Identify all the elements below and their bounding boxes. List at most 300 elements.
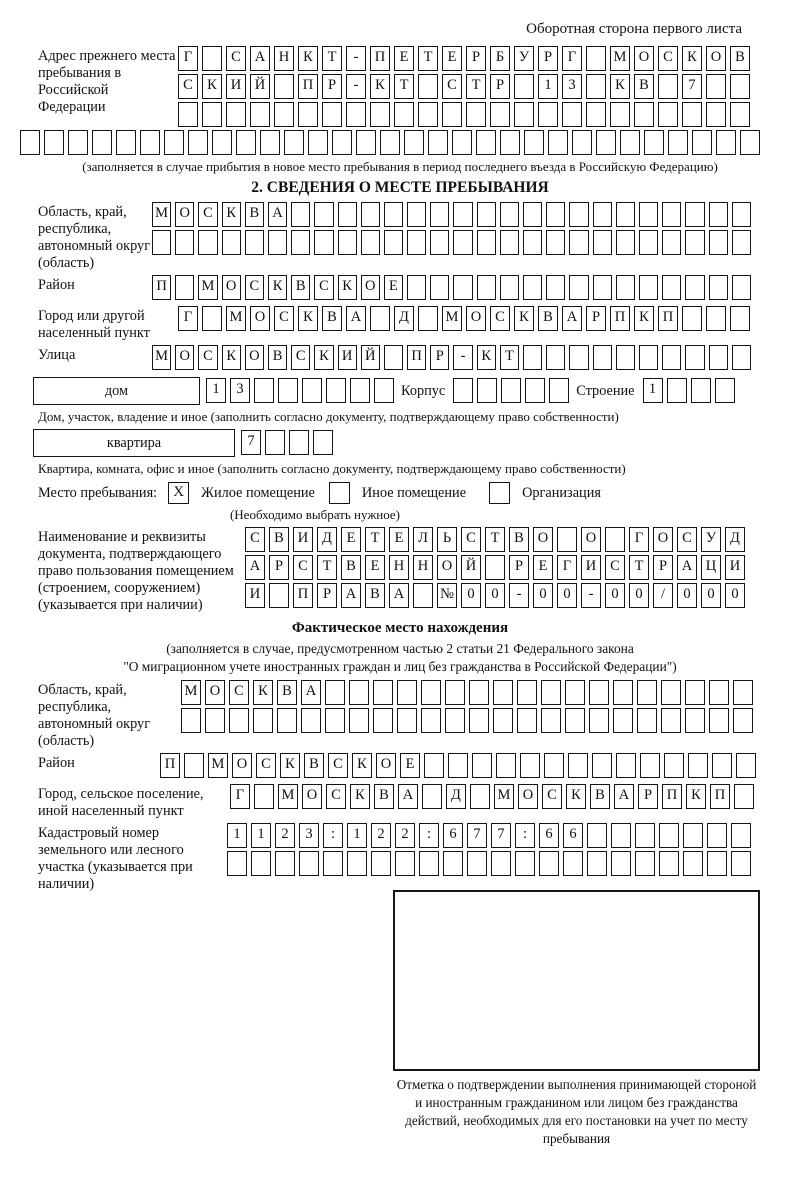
- char-cell[interactable]: [175, 230, 194, 255]
- char-cell[interactable]: [639, 230, 658, 255]
- char-cell[interactable]: К: [370, 74, 390, 99]
- char-cell[interactable]: П: [293, 583, 313, 608]
- char-cell[interactable]: [92, 130, 112, 155]
- char-cell[interactable]: [709, 202, 728, 227]
- char-cell[interactable]: [569, 275, 588, 300]
- char-cell[interactable]: [685, 275, 704, 300]
- char-cell[interactable]: К: [566, 784, 586, 809]
- char-cell[interactable]: С: [461, 527, 481, 552]
- char-cell[interactable]: [361, 202, 380, 227]
- char-cell[interactable]: [523, 230, 542, 255]
- char-cell[interactable]: №: [437, 583, 457, 608]
- char-cell[interactable]: [370, 102, 390, 127]
- char-cell[interactable]: П: [160, 753, 180, 778]
- char-cell[interactable]: Т: [418, 46, 438, 71]
- char-cell[interactable]: /: [653, 583, 673, 608]
- char-cell[interactable]: С: [226, 46, 246, 71]
- char-cell[interactable]: [44, 130, 64, 155]
- char-cell[interactable]: [116, 130, 136, 155]
- char-cell[interactable]: [424, 753, 444, 778]
- char-cell[interactable]: К: [514, 306, 534, 331]
- char-cell[interactable]: [732, 275, 751, 300]
- char-cell[interactable]: Й: [250, 74, 270, 99]
- char-cell[interactable]: П: [710, 784, 730, 809]
- char-cell[interactable]: [346, 102, 366, 127]
- char-cell[interactable]: Д: [317, 527, 337, 552]
- char-cell[interactable]: [407, 275, 426, 300]
- char-cell[interactable]: О: [518, 784, 538, 809]
- char-cell[interactable]: [356, 130, 376, 155]
- char-cell[interactable]: [380, 130, 400, 155]
- char-cell[interactable]: С: [490, 306, 510, 331]
- char-cell[interactable]: [448, 753, 468, 778]
- char-cell[interactable]: К: [298, 306, 318, 331]
- char-cell[interactable]: [593, 230, 612, 255]
- char-cell[interactable]: :: [515, 823, 535, 848]
- char-cell[interactable]: [593, 202, 612, 227]
- char-cell[interactable]: О: [222, 275, 241, 300]
- char-cell[interactable]: О: [245, 345, 264, 370]
- char-cell[interactable]: И: [338, 345, 357, 370]
- char-cell[interactable]: [299, 851, 319, 876]
- char-cell[interactable]: В: [538, 306, 558, 331]
- char-cell[interactable]: -: [581, 583, 601, 608]
- char-cell[interactable]: Д: [446, 784, 466, 809]
- char-cell[interactable]: 1: [227, 823, 247, 848]
- char-cell[interactable]: [523, 202, 542, 227]
- char-cell[interactable]: О: [175, 202, 194, 227]
- char-cell[interactable]: [275, 851, 295, 876]
- char-cell[interactable]: [291, 230, 310, 255]
- char-cell[interactable]: Р: [653, 555, 673, 580]
- char-cell[interactable]: [226, 102, 246, 127]
- char-cell[interactable]: С: [245, 275, 264, 300]
- char-cell[interactable]: [269, 583, 289, 608]
- char-cell[interactable]: [314, 202, 333, 227]
- char-cell[interactable]: [188, 130, 208, 155]
- char-cell[interactable]: [384, 345, 403, 370]
- char-cell[interactable]: Е: [442, 46, 462, 71]
- char-cell[interactable]: С: [245, 527, 265, 552]
- char-cell[interactable]: Т: [500, 345, 519, 370]
- char-cell[interactable]: [325, 680, 345, 705]
- char-cell[interactable]: М: [208, 753, 228, 778]
- char-cell[interactable]: К: [202, 74, 222, 99]
- char-cell[interactable]: [298, 102, 318, 127]
- char-cell[interactable]: [517, 708, 537, 733]
- char-cell[interactable]: [685, 345, 704, 370]
- char-cell[interactable]: [202, 46, 222, 71]
- char-cell[interactable]: 0: [677, 583, 697, 608]
- char-cell[interactable]: [640, 753, 660, 778]
- char-cell[interactable]: [730, 74, 750, 99]
- char-cell[interactable]: [592, 753, 612, 778]
- char-cell[interactable]: [421, 680, 441, 705]
- char-cell[interactable]: Р: [538, 46, 558, 71]
- char-cell[interactable]: 2: [371, 823, 391, 848]
- char-cell[interactable]: В: [341, 555, 361, 580]
- char-cell[interactable]: [563, 851, 583, 876]
- char-cell[interactable]: П: [407, 345, 426, 370]
- char-cell[interactable]: 0: [629, 583, 649, 608]
- char-cell[interactable]: [730, 102, 750, 127]
- char-cell[interactable]: К: [298, 46, 318, 71]
- char-cell[interactable]: [254, 378, 274, 403]
- char-cell[interactable]: [523, 345, 542, 370]
- char-cell[interactable]: [610, 102, 630, 127]
- char-cell[interactable]: Л: [413, 527, 433, 552]
- char-cell[interactable]: П: [298, 74, 318, 99]
- char-cell[interactable]: [274, 102, 294, 127]
- char-cell[interactable]: [500, 230, 519, 255]
- char-cell[interactable]: -: [346, 74, 366, 99]
- char-cell[interactable]: [685, 230, 704, 255]
- char-cell[interactable]: [397, 708, 417, 733]
- char-cell[interactable]: [164, 130, 184, 155]
- char-cell[interactable]: [616, 275, 635, 300]
- char-cell[interactable]: Е: [394, 46, 414, 71]
- char-cell[interactable]: Г: [562, 46, 582, 71]
- char-cell[interactable]: [453, 275, 472, 300]
- char-cell[interactable]: К: [352, 753, 372, 778]
- char-cell[interactable]: [469, 708, 489, 733]
- char-cell[interactable]: [593, 275, 612, 300]
- char-cell[interactable]: [184, 753, 204, 778]
- char-cell[interactable]: О: [706, 46, 726, 71]
- char-cell[interactable]: [620, 130, 640, 155]
- char-cell[interactable]: [268, 230, 287, 255]
- char-cell[interactable]: [491, 851, 511, 876]
- char-cell[interactable]: [731, 823, 751, 848]
- char-cell[interactable]: [323, 851, 343, 876]
- char-cell[interactable]: Р: [269, 555, 289, 580]
- char-cell[interactable]: Т: [365, 527, 385, 552]
- char-cell[interactable]: [430, 202, 449, 227]
- char-cell[interactable]: [202, 306, 222, 331]
- char-cell[interactable]: Й: [361, 345, 380, 370]
- char-cell[interactable]: [709, 708, 729, 733]
- char-cell[interactable]: [278, 378, 298, 403]
- char-cell[interactable]: [250, 102, 270, 127]
- char-cell[interactable]: [709, 680, 729, 705]
- char-cell[interactable]: [637, 680, 657, 705]
- char-cell[interactable]: С: [229, 680, 249, 705]
- char-cell[interactable]: [514, 102, 534, 127]
- char-cell[interactable]: О: [232, 753, 252, 778]
- char-cell[interactable]: [371, 851, 391, 876]
- char-cell[interactable]: Г: [557, 555, 577, 580]
- char-cell[interactable]: [445, 680, 465, 705]
- char-cell[interactable]: [265, 430, 285, 455]
- char-cell[interactable]: М: [198, 275, 217, 300]
- char-cell[interactable]: 7: [491, 823, 511, 848]
- char-cell[interactable]: А: [614, 784, 634, 809]
- char-cell[interactable]: [586, 46, 606, 71]
- char-cell[interactable]: [662, 202, 681, 227]
- char-cell[interactable]: [565, 680, 585, 705]
- char-cell[interactable]: [733, 708, 753, 733]
- char-cell[interactable]: [546, 345, 565, 370]
- char-cell[interactable]: [407, 230, 426, 255]
- char-cell[interactable]: 0: [485, 583, 505, 608]
- char-cell[interactable]: [572, 130, 592, 155]
- char-cell[interactable]: К: [280, 753, 300, 778]
- char-cell[interactable]: [236, 130, 256, 155]
- char-cell[interactable]: 0: [557, 583, 577, 608]
- char-cell[interactable]: [202, 102, 222, 127]
- char-cell[interactable]: [549, 378, 569, 403]
- char-cell[interactable]: [605, 527, 625, 552]
- char-cell[interactable]: Е: [389, 527, 409, 552]
- char-cell[interactable]: -: [346, 46, 366, 71]
- char-cell[interactable]: [616, 230, 635, 255]
- char-cell[interactable]: В: [374, 784, 394, 809]
- char-cell[interactable]: [541, 680, 561, 705]
- char-cell[interactable]: К: [686, 784, 706, 809]
- char-cell[interactable]: :: [323, 823, 343, 848]
- char-cell[interactable]: [452, 130, 472, 155]
- char-cell[interactable]: [68, 130, 88, 155]
- char-cell[interactable]: [291, 202, 310, 227]
- char-cell[interactable]: Т: [466, 74, 486, 99]
- char-cell[interactable]: 1: [251, 823, 271, 848]
- char-cell[interactable]: [587, 823, 607, 848]
- char-cell[interactable]: [338, 202, 357, 227]
- char-cell[interactable]: Р: [638, 784, 658, 809]
- char-cell[interactable]: И: [725, 555, 745, 580]
- char-cell[interactable]: [477, 202, 496, 227]
- char-cell[interactable]: Р: [490, 74, 510, 99]
- char-cell[interactable]: [370, 306, 390, 331]
- char-cell[interactable]: :: [419, 823, 439, 848]
- char-cell[interactable]: П: [370, 46, 390, 71]
- char-cell[interactable]: А: [346, 306, 366, 331]
- char-cell[interactable]: Т: [394, 74, 414, 99]
- char-cell[interactable]: [175, 275, 194, 300]
- char-cell[interactable]: 3: [299, 823, 319, 848]
- char-cell[interactable]: С: [293, 555, 313, 580]
- char-cell[interactable]: А: [341, 583, 361, 608]
- char-cell[interactable]: [715, 378, 735, 403]
- char-cell[interactable]: О: [437, 555, 457, 580]
- char-cell[interactable]: [332, 130, 352, 155]
- char-cell[interactable]: [260, 130, 280, 155]
- char-cell[interactable]: С: [542, 784, 562, 809]
- char-cell[interactable]: [524, 130, 544, 155]
- char-cell[interactable]: Ь: [437, 527, 457, 552]
- char-cell[interactable]: [404, 130, 424, 155]
- char-cell[interactable]: [349, 680, 369, 705]
- char-cell[interactable]: [361, 230, 380, 255]
- checkbox-organization[interactable]: [489, 482, 510, 504]
- char-cell[interactable]: [467, 851, 487, 876]
- char-cell[interactable]: [517, 680, 537, 705]
- char-cell[interactable]: К: [314, 345, 333, 370]
- char-cell[interactable]: О: [361, 275, 380, 300]
- char-cell[interactable]: [325, 708, 345, 733]
- char-cell[interactable]: И: [293, 527, 313, 552]
- char-cell[interactable]: Р: [586, 306, 606, 331]
- char-cell[interactable]: [152, 230, 171, 255]
- char-cell[interactable]: А: [268, 202, 287, 227]
- char-cell[interactable]: [706, 74, 726, 99]
- char-cell[interactable]: [205, 708, 225, 733]
- char-cell[interactable]: [313, 430, 333, 455]
- char-cell[interactable]: С: [291, 345, 310, 370]
- char-cell[interactable]: С: [328, 753, 348, 778]
- char-cell[interactable]: [407, 202, 426, 227]
- char-cell[interactable]: О: [466, 306, 486, 331]
- char-cell[interactable]: [477, 378, 497, 403]
- char-cell[interactable]: [539, 851, 559, 876]
- char-cell[interactable]: [667, 378, 687, 403]
- char-cell[interactable]: С: [274, 306, 294, 331]
- char-cell[interactable]: [181, 708, 201, 733]
- char-cell[interactable]: [589, 680, 609, 705]
- char-cell[interactable]: [546, 202, 565, 227]
- char-cell[interactable]: [493, 708, 513, 733]
- char-cell[interactable]: Д: [725, 527, 745, 552]
- char-cell[interactable]: [593, 345, 612, 370]
- char-cell[interactable]: [557, 527, 577, 552]
- char-cell[interactable]: Р: [322, 74, 342, 99]
- char-cell[interactable]: [596, 130, 616, 155]
- char-cell[interactable]: [374, 378, 394, 403]
- char-cell[interactable]: [659, 851, 679, 876]
- char-cell[interactable]: -: [509, 583, 529, 608]
- char-cell[interactable]: [664, 753, 684, 778]
- char-cell[interactable]: [661, 680, 681, 705]
- char-cell[interactable]: [562, 102, 582, 127]
- house-field-box[interactable]: дом: [33, 377, 200, 405]
- char-cell[interactable]: Н: [413, 555, 433, 580]
- char-cell[interactable]: [662, 275, 681, 300]
- char-cell[interactable]: Н: [389, 555, 409, 580]
- char-cell[interactable]: [418, 102, 438, 127]
- char-cell[interactable]: К: [253, 680, 273, 705]
- char-cell[interactable]: Г: [629, 527, 649, 552]
- char-cell[interactable]: [716, 130, 736, 155]
- char-cell[interactable]: [500, 202, 519, 227]
- char-cell[interactable]: [732, 202, 751, 227]
- char-cell[interactable]: [661, 708, 681, 733]
- char-cell[interactable]: [477, 275, 496, 300]
- char-cell[interactable]: М: [610, 46, 630, 71]
- char-cell[interactable]: [611, 823, 631, 848]
- char-cell[interactable]: Т: [322, 46, 342, 71]
- char-cell[interactable]: [707, 823, 727, 848]
- char-cell[interactable]: [314, 230, 333, 255]
- char-cell[interactable]: К: [350, 784, 370, 809]
- checkbox-residential[interactable]: X: [168, 482, 189, 504]
- char-cell[interactable]: К: [477, 345, 496, 370]
- char-cell[interactable]: М: [152, 345, 171, 370]
- char-cell[interactable]: [394, 102, 414, 127]
- char-cell[interactable]: Е: [533, 555, 553, 580]
- char-cell[interactable]: А: [677, 555, 697, 580]
- char-cell[interactable]: [338, 230, 357, 255]
- char-cell[interactable]: П: [152, 275, 171, 300]
- char-cell[interactable]: [326, 378, 346, 403]
- char-cell[interactable]: В: [509, 527, 529, 552]
- char-cell[interactable]: [443, 851, 463, 876]
- char-cell[interactable]: [732, 345, 751, 370]
- char-cell[interactable]: [611, 851, 631, 876]
- char-cell[interactable]: М: [181, 680, 201, 705]
- char-cell[interactable]: [500, 130, 520, 155]
- char-cell[interactable]: В: [730, 46, 750, 71]
- char-cell[interactable]: К: [610, 74, 630, 99]
- char-cell[interactable]: В: [590, 784, 610, 809]
- char-cell[interactable]: У: [514, 46, 534, 71]
- char-cell[interactable]: [198, 230, 217, 255]
- char-cell[interactable]: [254, 784, 274, 809]
- char-cell[interactable]: [212, 130, 232, 155]
- char-cell[interactable]: [707, 851, 727, 876]
- char-cell[interactable]: [227, 851, 247, 876]
- char-cell[interactable]: [692, 130, 712, 155]
- char-cell[interactable]: [569, 230, 588, 255]
- char-cell[interactable]: О: [376, 753, 396, 778]
- char-cell[interactable]: [430, 275, 449, 300]
- char-cell[interactable]: [490, 102, 510, 127]
- char-cell[interactable]: К: [634, 306, 654, 331]
- char-cell[interactable]: [662, 345, 681, 370]
- char-cell[interactable]: К: [268, 275, 287, 300]
- char-cell[interactable]: [302, 378, 322, 403]
- char-cell[interactable]: [253, 708, 273, 733]
- char-cell[interactable]: И: [245, 583, 265, 608]
- char-cell[interactable]: Е: [365, 555, 385, 580]
- checkbox-other-premises[interactable]: [329, 482, 350, 504]
- char-cell[interactable]: [222, 230, 241, 255]
- char-cell[interactable]: [616, 753, 636, 778]
- char-cell[interactable]: [565, 708, 585, 733]
- char-cell[interactable]: 3: [562, 74, 582, 99]
- char-cell[interactable]: С: [326, 784, 346, 809]
- char-cell[interactable]: [685, 202, 704, 227]
- char-cell[interactable]: [350, 378, 370, 403]
- char-cell[interactable]: [637, 708, 657, 733]
- char-cell[interactable]: А: [398, 784, 418, 809]
- char-cell[interactable]: [644, 130, 664, 155]
- char-cell[interactable]: [419, 851, 439, 876]
- char-cell[interactable]: О: [653, 527, 673, 552]
- char-cell[interactable]: С: [198, 345, 217, 370]
- char-cell[interactable]: [418, 306, 438, 331]
- char-cell[interactable]: Б: [490, 46, 510, 71]
- char-cell[interactable]: С: [314, 275, 333, 300]
- char-cell[interactable]: Т: [485, 527, 505, 552]
- char-cell[interactable]: [520, 753, 540, 778]
- char-cell[interactable]: 2: [395, 823, 415, 848]
- char-cell[interactable]: [613, 680, 633, 705]
- char-cell[interactable]: [691, 378, 711, 403]
- char-cell[interactable]: [734, 784, 754, 809]
- char-cell[interactable]: О: [533, 527, 553, 552]
- char-cell[interactable]: [639, 345, 658, 370]
- char-cell[interactable]: [709, 275, 728, 300]
- char-cell[interactable]: У: [701, 527, 721, 552]
- char-cell[interactable]: Р: [430, 345, 449, 370]
- apartment-field-box[interactable]: квартира: [33, 429, 235, 457]
- char-cell[interactable]: [634, 102, 654, 127]
- char-cell[interactable]: [301, 708, 321, 733]
- char-cell[interactable]: 3: [230, 378, 250, 403]
- char-cell[interactable]: [384, 230, 403, 255]
- char-cell[interactable]: 1: [538, 74, 558, 99]
- char-cell[interactable]: [639, 275, 658, 300]
